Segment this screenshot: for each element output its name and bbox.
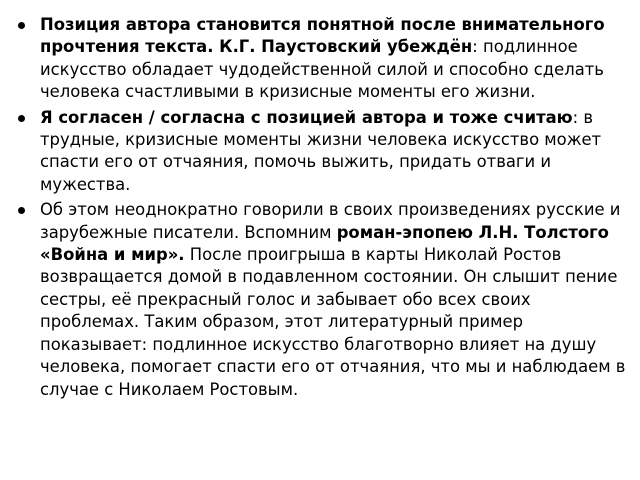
bullet-item-literary-example [14,199,630,401]
example-body-text: После проигрыша в карты Николай Ростов возвращается домой в подавленном состоянии. Он слышит пение сестры, её прекрасный голос и забывает обо всех своих проблемах. Таким образом, этот литературный пример показывает: подлинное искусство благотворно влияет на душу человека, помогает спасти его от отчаяния, что мы и наблюдаем в случае с Николаем Ростовым. [40,245,626,399]
bullet-item-author-position [14,14,630,104]
bullet-list [14,14,630,401]
bullet-icon [18,22,25,29]
agreement-bold: Я согласен / согласна с позицией автора и тоже считаю [40,107,573,127]
author-position-bold: Позиция автора становится понятной после внимательного прочтения текста. К.Г. Паустовский убеждён [40,15,605,57]
author-position-text: : подлинное искусство обладает чудодейственной силой и способно сделать человека счастливыми в кризисные моменты его жизни. [40,37,604,102]
bullet-icon [18,115,25,122]
example-intro-text: Об этом неоднократно говорили в своих произведениях русские и зарубежные писатели. Вспомним [40,200,621,242]
example-book-title-bold: роман-эпопею Л.Н. Толстого «Война и мир». [40,222,609,265]
bullet-icon [18,207,25,214]
bullet-item-agreement [14,107,630,197]
agreement-text: : в трудные, кризисные моменты жизни человека искусство может спасти его от отчаяния, помочь выжить, придать отваги и мужества. [40,107,602,194]
